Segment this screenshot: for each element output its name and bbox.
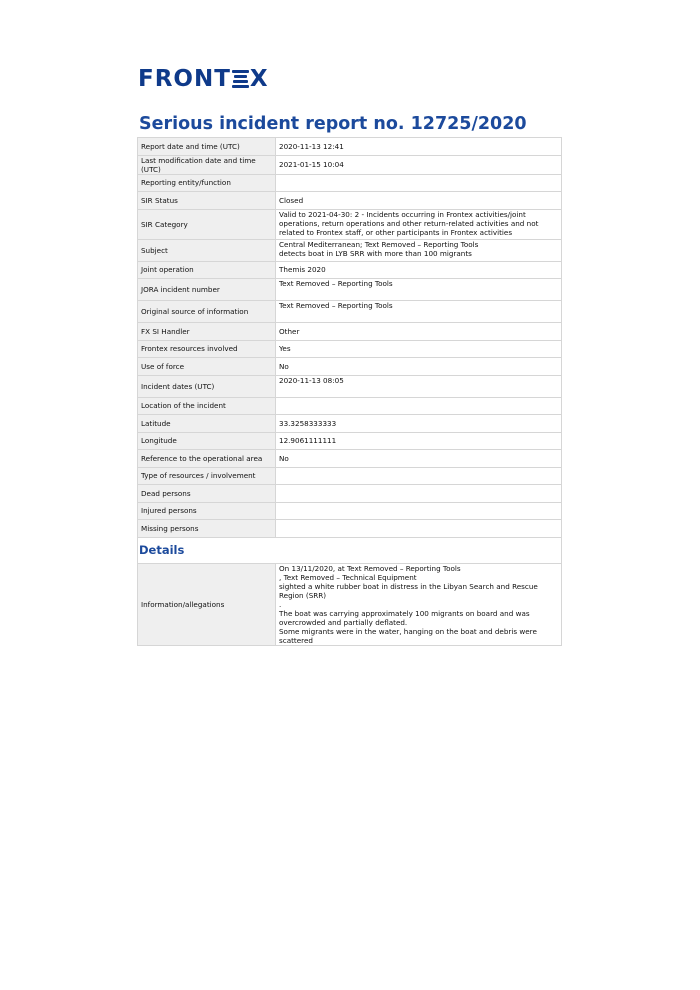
row-label: Reporting entity/function xyxy=(138,174,276,192)
row-value: Valid to 2021-04-30: 2 - Incidents occurring in Frontex activities/joint operations, return operations and other return-related activities and not related to Frontex staff, or other participants in Frontex activities xyxy=(276,209,562,239)
row-label: Location of the incident xyxy=(138,397,276,415)
row-value: No xyxy=(276,358,562,376)
row-label: Incident dates (UTC) xyxy=(138,375,276,397)
row-original-source xyxy=(138,301,562,323)
row-value: Text Removed – Reporting Tools xyxy=(276,279,562,301)
row-value: 2020-11-13 08:05 xyxy=(276,375,562,397)
logo-text-left: FRONT xyxy=(138,66,231,92)
row-type-of-resources xyxy=(138,467,562,485)
row-label: Original source of information xyxy=(138,301,276,323)
details-heading-row xyxy=(138,537,562,563)
row-value xyxy=(276,467,562,485)
row-label: FX SI Handler xyxy=(138,323,276,341)
row-value: 2020-11-13 12:41 xyxy=(276,138,562,156)
row-frontex-resources xyxy=(138,340,562,358)
row-longitude xyxy=(138,432,562,450)
row-missing-persons xyxy=(138,520,562,538)
row-reporting-entity xyxy=(138,174,562,192)
logo-e-mark-icon xyxy=(232,70,249,88)
frontex-logo xyxy=(138,66,269,92)
row-sir-status xyxy=(138,192,562,210)
row-label: Missing persons xyxy=(138,520,276,538)
row-label: Last modification date and time (UTC) xyxy=(138,155,276,174)
row-value: Themis 2020 xyxy=(276,261,562,279)
row-value: On 13/11/2020, at Text Removed – Reporting Tools , Text Removed – Technical Equipment sighted a white rubber boat in distress in the Libyan Search and Rescue Region (SRR) . The boat was carrying approximately 100 migrants on board and was overcrowded and partially deflated. Some migrants were in the water, hanging on the boat and debris were scattered xyxy=(276,563,562,645)
row-incident-dates xyxy=(138,375,562,397)
row-value: Central Mediterranean; Text Removed – Reporting Tools detects boat in LYB SRR with more than 100 migrants xyxy=(276,239,562,261)
row-label: Latitude xyxy=(138,415,276,433)
row-jora-incident-number xyxy=(138,279,562,301)
row-value: 12.9061111111 xyxy=(276,432,562,450)
row-dead-persons xyxy=(138,485,562,503)
row-label: Frontex resources involved xyxy=(138,340,276,358)
row-label: Longitude xyxy=(138,432,276,450)
row-value xyxy=(276,520,562,538)
row-use-of-force xyxy=(138,358,562,376)
row-joint-operation xyxy=(138,261,562,279)
logo-text-right: X xyxy=(249,66,269,92)
row-label: Injured persons xyxy=(138,502,276,520)
row-latitude xyxy=(138,415,562,433)
report-table xyxy=(137,137,562,646)
row-value: Closed xyxy=(276,192,562,210)
row-value: 33.3258333333 xyxy=(276,415,562,433)
row-value: No xyxy=(276,450,562,468)
row-label: Joint operation xyxy=(138,261,276,279)
row-subject xyxy=(138,239,562,261)
row-label: Type of resources / involvement xyxy=(138,467,276,485)
row-injured-persons xyxy=(138,502,562,520)
row-value: Yes xyxy=(276,340,562,358)
row-value xyxy=(276,485,562,503)
row-value: Other xyxy=(276,323,562,341)
row-value: Text Removed – Reporting Tools xyxy=(276,301,562,323)
row-value xyxy=(276,174,562,192)
row-information-allegations xyxy=(138,563,562,645)
row-label: SIR Status xyxy=(138,192,276,210)
row-report-date xyxy=(138,138,562,156)
row-label: JORA incident number xyxy=(138,279,276,301)
row-last-modification xyxy=(138,155,562,174)
row-label: Use of force xyxy=(138,358,276,376)
row-location xyxy=(138,397,562,415)
row-reference-operational-area xyxy=(138,450,562,468)
row-label: Subject xyxy=(138,239,276,261)
row-sir-category xyxy=(138,209,562,239)
row-label: SIR Category xyxy=(138,209,276,239)
row-label: Reference to the operational area xyxy=(138,450,276,468)
row-label: Report date and time (UTC) xyxy=(138,138,276,156)
row-value xyxy=(276,397,562,415)
row-fx-si-handler xyxy=(138,323,562,341)
details-heading: Details xyxy=(138,537,562,563)
row-label: Information/allegations xyxy=(138,563,276,645)
row-label: Dead persons xyxy=(138,485,276,503)
report-title: Serious incident report no. 12725/2020 xyxy=(139,114,527,134)
row-value: 2021-01-15 10:04 xyxy=(276,155,562,174)
row-value xyxy=(276,502,562,520)
